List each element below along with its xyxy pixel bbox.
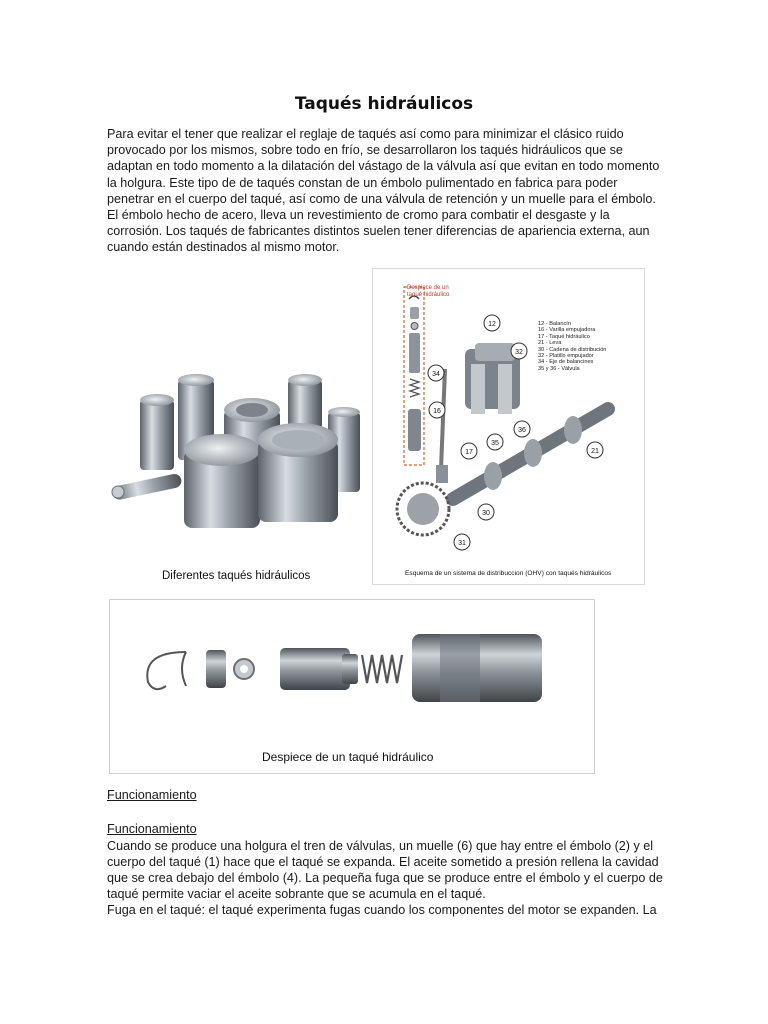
intro-line: penetrar en el cuerpo del taqué, así como de una válvula de retención y un muelle para el émbolo. — [107, 191, 656, 206]
section-heading: Funcionamiento — [107, 822, 197, 836]
intro-line: El émbolo hecho de acero, lleva un revestimiento de cromo para combatir el desgaste y la — [107, 208, 610, 223]
body-line: Fuga en el taqué: el taqué experimenta fugas cuando los componentes del motor se expanden. La — [107, 903, 657, 917]
intro-line: adaptan en todo momento a la dilatación del vástago de la válvula así que evitan en todo momento — [107, 159, 660, 174]
inset-label-line: taqué hidráulico — [407, 292, 450, 298]
body-line: cuerpo del taqué (1) hace que el taqué se expanda. El aceite sometido a presión rellena la cavidad — [107, 855, 659, 869]
legend-item: 30 - Cadena de distribución — [538, 346, 607, 353]
callout-label: 30 — [482, 510, 490, 517]
callout-label: 31 — [458, 540, 466, 547]
lifters-photo — [106, 340, 368, 590]
exploded-lifter-caption: Despiece de un taqué hidráulico — [262, 750, 434, 764]
callout-label: 21 — [591, 448, 599, 455]
inset-label — [407, 285, 449, 299]
callout-label: 35 — [491, 440, 499, 447]
callout-label: 34 — [432, 371, 440, 378]
body-line: que se crea debajo del émbolo (4). La pequeña fuga que se produce entre el émbolo y el cuerpo de — [107, 871, 663, 885]
body-line: Cuando se produce una holgura el tren de válvulas, un muelle (6) que hay entre el émbolo (2) y el — [107, 839, 654, 853]
callout-label: 12 — [488, 321, 496, 328]
body-line: taqué permite vaciar el aceite sobrante que se acumula en el taqué. — [107, 887, 486, 901]
lifters-illustration — [106, 340, 368, 562]
legend-item: 35 y 36 - Válvula — [538, 365, 580, 372]
callout-label: 32 — [515, 349, 523, 356]
legend-item: 16 - Varilla empujadora — [538, 327, 596, 334]
diagram-caption: Esquema de un sistema de distribuccion (OHV) con taqués hidráulicos — [405, 570, 612, 577]
exploded-lifter-illustration — [110, 600, 594, 730]
lifters-caption: Diferentes taqués hidráulicos — [162, 570, 311, 582]
callout-label: 16 — [433, 408, 441, 415]
body-paragraph — [107, 838, 667, 918]
intro-line: cuando están destinados al mismo motor. — [107, 240, 340, 255]
callout-label: 36 — [518, 427, 526, 434]
ohv-diagram — [372, 268, 645, 585]
intro-line: Para evitar el tener que realizar el reglaje de taqués así como para minimizar el clásico ruido — [107, 127, 624, 141]
intro-line: corrosión. Los taqués de fabricantes distintos suelen tener diferencias de apariencia externa, aun — [107, 224, 650, 239]
legend-item: 12 - Balancín — [538, 321, 571, 327]
intro-line: la holgura. Este tipo de de taqués constan de un émbolo pulimentado en fabrica para poder — [107, 175, 618, 190]
ohv-illustration — [373, 269, 644, 584]
callout-label: 17 — [465, 449, 473, 456]
inset-label-line: Despiece de un — [407, 285, 449, 291]
legend-item: 32 - Platillo empujador — [538, 353, 594, 360]
page-title: Taqués hidráulicos — [294, 94, 474, 114]
exploded-lifter-photo — [109, 599, 595, 774]
legend-item: 17 - Taqué hidráulico — [538, 333, 590, 340]
intro-line: provocado por los mismos, sobre todo en frío, se desarrollaron los taqués hidráulicos que se — [107, 143, 623, 158]
intro-paragraph — [107, 126, 667, 256]
legend-item: 34 - Eje de balancines — [538, 359, 594, 366]
legend-item: 21 - Leva — [538, 340, 562, 347]
section-heading: Funcionamiento — [107, 788, 197, 802]
diagram-legend — [538, 321, 606, 372]
